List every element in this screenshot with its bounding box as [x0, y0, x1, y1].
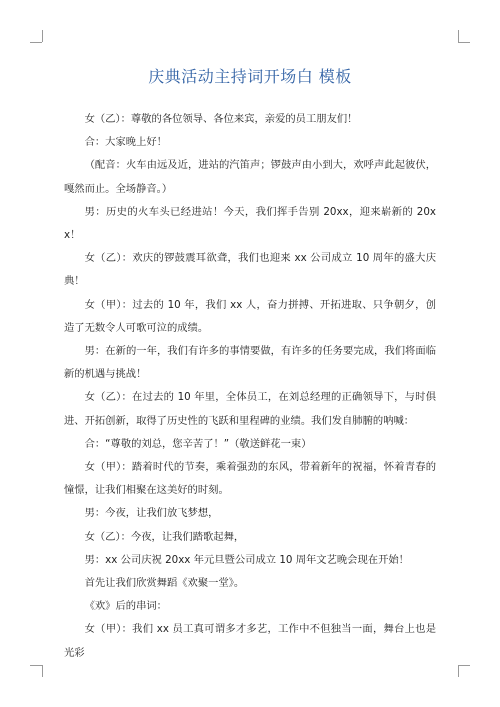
document-body: [64, 108, 436, 665]
paragraph: 女（甲）：踏着时代的节奏，乘着强劲的东风，带着新年的祝福，怀着青春的憧憬，让我们相聚在这美好的时刻。: [64, 461, 436, 497]
paragraph: 男：xx 公司庆祝 20xx 年元旦暨公司成立 10 周年文艺晚会现在开始！: [84, 553, 409, 566]
document-title: 庆典活动主持词开场白 模板: [148, 67, 352, 86]
paragraph: 男：今夜，让我们放飞梦想，: [84, 507, 219, 520]
crop-mark-bottom-left-v: [42, 665, 43, 677]
crop-mark-top-left-h: [30, 42, 42, 43]
crop-mark-bottom-left-h: [30, 665, 42, 666]
crop-mark-bottom-right-h: [458, 665, 470, 666]
paragraph: 女（乙）：欢庆的锣鼓震耳欲聋，我们也迎来 xx 公司成立 10 周年的盛大庆典！: [64, 252, 436, 288]
paragraph: 首先让我们欣赏舞蹈《欢聚一堂》。: [84, 577, 245, 590]
paragraph: 男：历史的火车头已经进站！今天，我们挥手告别 20xx，迎来崭新的 20xx！: [64, 205, 436, 242]
crop-mark-bottom-right-v: [458, 665, 459, 677]
paragraph: 女（乙）：在过去的 10 年里，全体员工，在刘总经理的正确领导下，与时俱进、开拓创新，取得了历史性的飞跃和里程碑的业绩。我们发自肺腑的呐喊：: [64, 391, 436, 427]
crop-mark-top-right-v: [458, 30, 459, 42]
paragraph: 合：“尊敬的刘总，您辛苦了！”（敬送鲜花一束）: [84, 437, 312, 450]
paragraph: 女（甲）：我们 xx 员工真可谓多才多艺，工作中不但独当一面，舞台上也是光彩: [64, 623, 436, 659]
paragraph: 合：大家晚上好！: [84, 136, 167, 149]
paragraph: 男：在新的一年，我们有许多的事情要做，有许多的任务要完成，我们将面临新的机遇与挑战！: [64, 345, 436, 381]
paragraph: （配音：火车由远及近，进站的汽笛声；锣鼓声由小到大，欢呼声此起彼伏，嘎然而止。全场静音。）: [64, 159, 436, 195]
paragraph: 女（乙）：尊敬的各位领导、各位来宾，亲爱的员工朋友们！: [84, 113, 358, 125]
paragraph: 《欢》后的串词：: [84, 600, 167, 613]
crop-mark-top-left-v: [42, 30, 43, 42]
crop-mark-top-right-h: [458, 42, 470, 43]
paragraph: 女（乙）：今夜，让我们踏歌起舞，: [84, 530, 245, 543]
paragraph: 女（甲）：过去的 10 年，我们 xx 人，奋力拼搏、开拓进取、只争朝夕，创造了无数令人可歌可泣的成绩。: [64, 298, 436, 334]
